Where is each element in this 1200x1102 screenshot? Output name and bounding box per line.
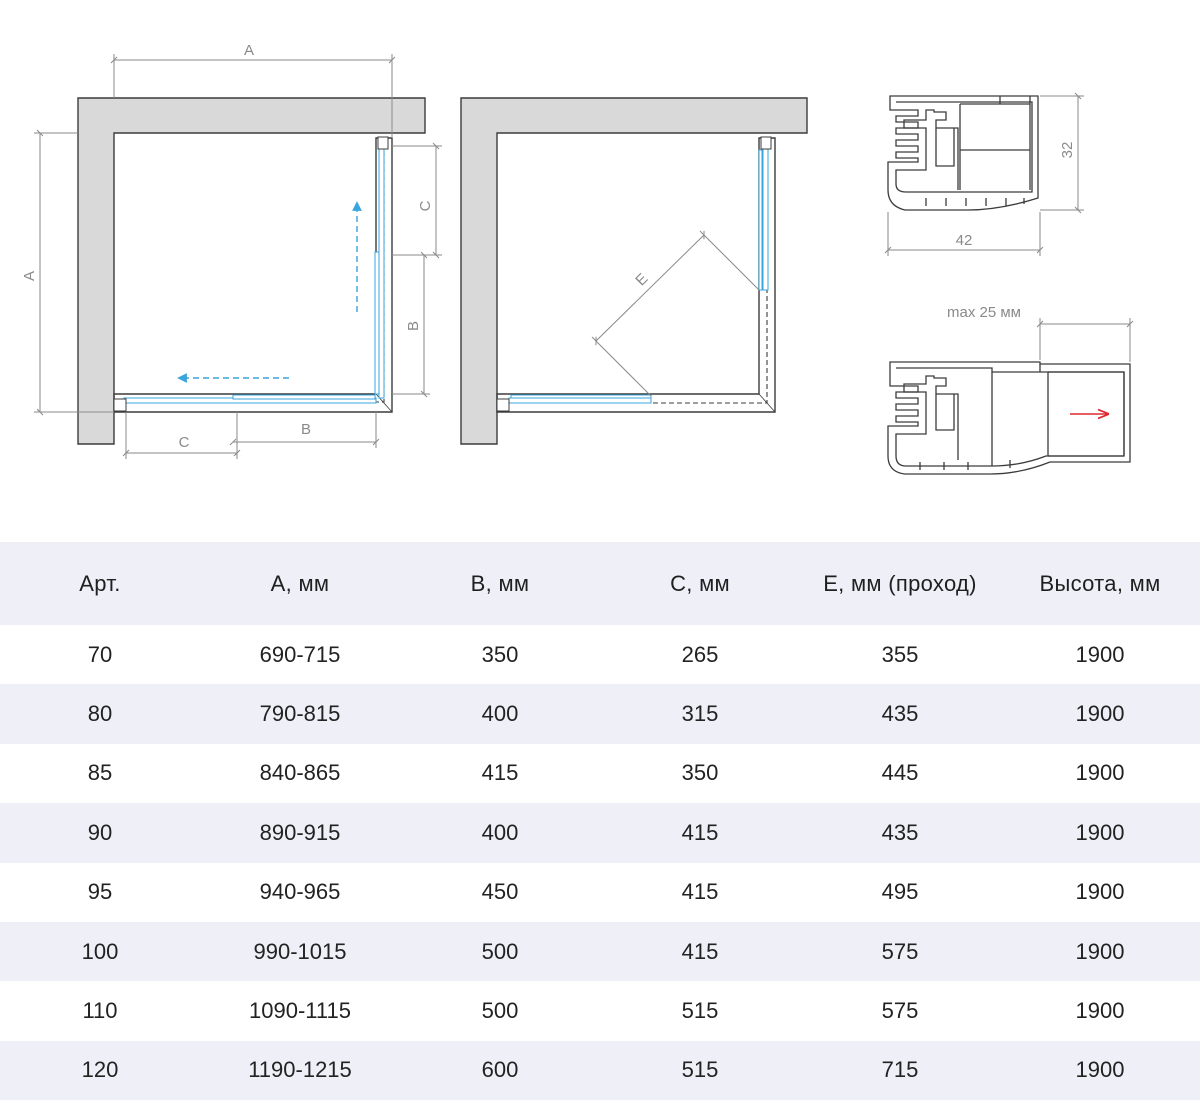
right-plan-drawing (461, 98, 807, 444)
cell-e: 355 (881, 641, 919, 667)
technical-drawings (0, 0, 1200, 520)
spec-table (0, 542, 1200, 1100)
cell-e: 435 (800, 684, 1000, 743)
cell-height: 1900 (1075, 760, 1125, 786)
cell-a: 790-815 (200, 684, 400, 743)
cell-art: 80 (0, 684, 200, 743)
cell-art: 100 (0, 922, 200, 981)
cell-b: 450 (481, 879, 519, 905)
cell-art: 110 (82, 998, 118, 1024)
left-plan-tray (114, 138, 392, 412)
cell-b: 500 (481, 998, 519, 1024)
cell-b: 600 (400, 1041, 600, 1100)
cell-c: 415 (600, 922, 800, 981)
dim-c-bottom-label: C (178, 434, 190, 451)
cell-b: 400 (400, 803, 600, 862)
header-e: E, мм (проход) (800, 542, 1000, 625)
table-row (0, 922, 1200, 981)
dim-a-side-label: A (21, 270, 38, 282)
profile-width-label: 42 (955, 232, 973, 249)
table-row (0, 803, 1200, 862)
table-row (0, 684, 1200, 743)
cell-art: 95 (87, 879, 113, 905)
left-plan-wall (78, 98, 425, 444)
dim-a-top-label: A (243, 42, 255, 59)
cell-e: 445 (881, 760, 919, 786)
cell-b: 500 (400, 922, 600, 981)
header-c: C, мм (600, 542, 800, 625)
table-row (0, 744, 1200, 803)
cell-height: 1900 (1075, 998, 1125, 1024)
table-row (0, 863, 1200, 922)
cell-c: 515 (681, 998, 719, 1024)
header-a: A, мм (200, 542, 400, 625)
cell-art: 70 (87, 641, 113, 667)
table-row (0, 981, 1200, 1040)
cell-e: 575 (800, 922, 1000, 981)
cell-a: 690-715 (259, 641, 341, 667)
cell-c: 265 (681, 641, 719, 667)
dim-b-side-label: B (405, 320, 422, 332)
cell-a: 840-865 (259, 760, 341, 786)
cell-height: 1900 (1000, 803, 1200, 862)
dim-e-label: E (632, 270, 652, 290)
cell-art: 90 (0, 803, 200, 862)
table-header-row (0, 542, 1200, 625)
header-height: Высота, мм (1000, 542, 1200, 625)
cell-e: 575 (881, 998, 919, 1024)
cell-height: 1900 (1075, 879, 1125, 905)
cell-c: 515 (600, 1041, 800, 1100)
cell-height: 1900 (1075, 641, 1125, 667)
cell-a: 1090-1115 (249, 998, 351, 1024)
cell-art: 120 (0, 1041, 200, 1100)
dim-c-side-label: C (417, 200, 434, 212)
header-b: B, мм (400, 542, 600, 625)
cell-a: 990-1015 (200, 922, 400, 981)
left-plan-glass (124, 146, 384, 403)
cell-b: 415 (481, 760, 519, 786)
cell-b: 400 (400, 684, 600, 743)
cell-a: 1190-1215 (200, 1041, 400, 1100)
left-plan-drawing (21, 42, 442, 459)
cell-c: 315 (600, 684, 800, 743)
cell-height: 1900 (1000, 684, 1200, 743)
dim-b-bottom-label: B (300, 421, 312, 438)
cell-e: 715 (800, 1041, 1000, 1100)
cell-height: 1900 (1000, 1041, 1200, 1100)
cell-e: 435 (800, 803, 1000, 862)
table-row (0, 625, 1200, 684)
cell-c: 350 (681, 760, 719, 786)
profile-section-bottom (888, 362, 1130, 474)
profile-section-top (888, 96, 1038, 210)
max-extension-label: max 25 мм (947, 304, 1021, 321)
cell-a: 940-965 (259, 879, 341, 905)
cell-c: 415 (681, 879, 719, 905)
table-row (0, 1041, 1200, 1100)
cell-b: 350 (481, 641, 519, 667)
cell-a: 890-915 (200, 803, 400, 862)
profile-height-label: 32 (1059, 141, 1076, 159)
right-plan-wall (461, 98, 807, 444)
cell-height: 1900 (1000, 922, 1200, 981)
cell-art: 85 (87, 760, 113, 786)
cell-c: 415 (600, 803, 800, 862)
cell-e: 495 (881, 879, 919, 905)
header-art: Арт. (0, 542, 200, 625)
